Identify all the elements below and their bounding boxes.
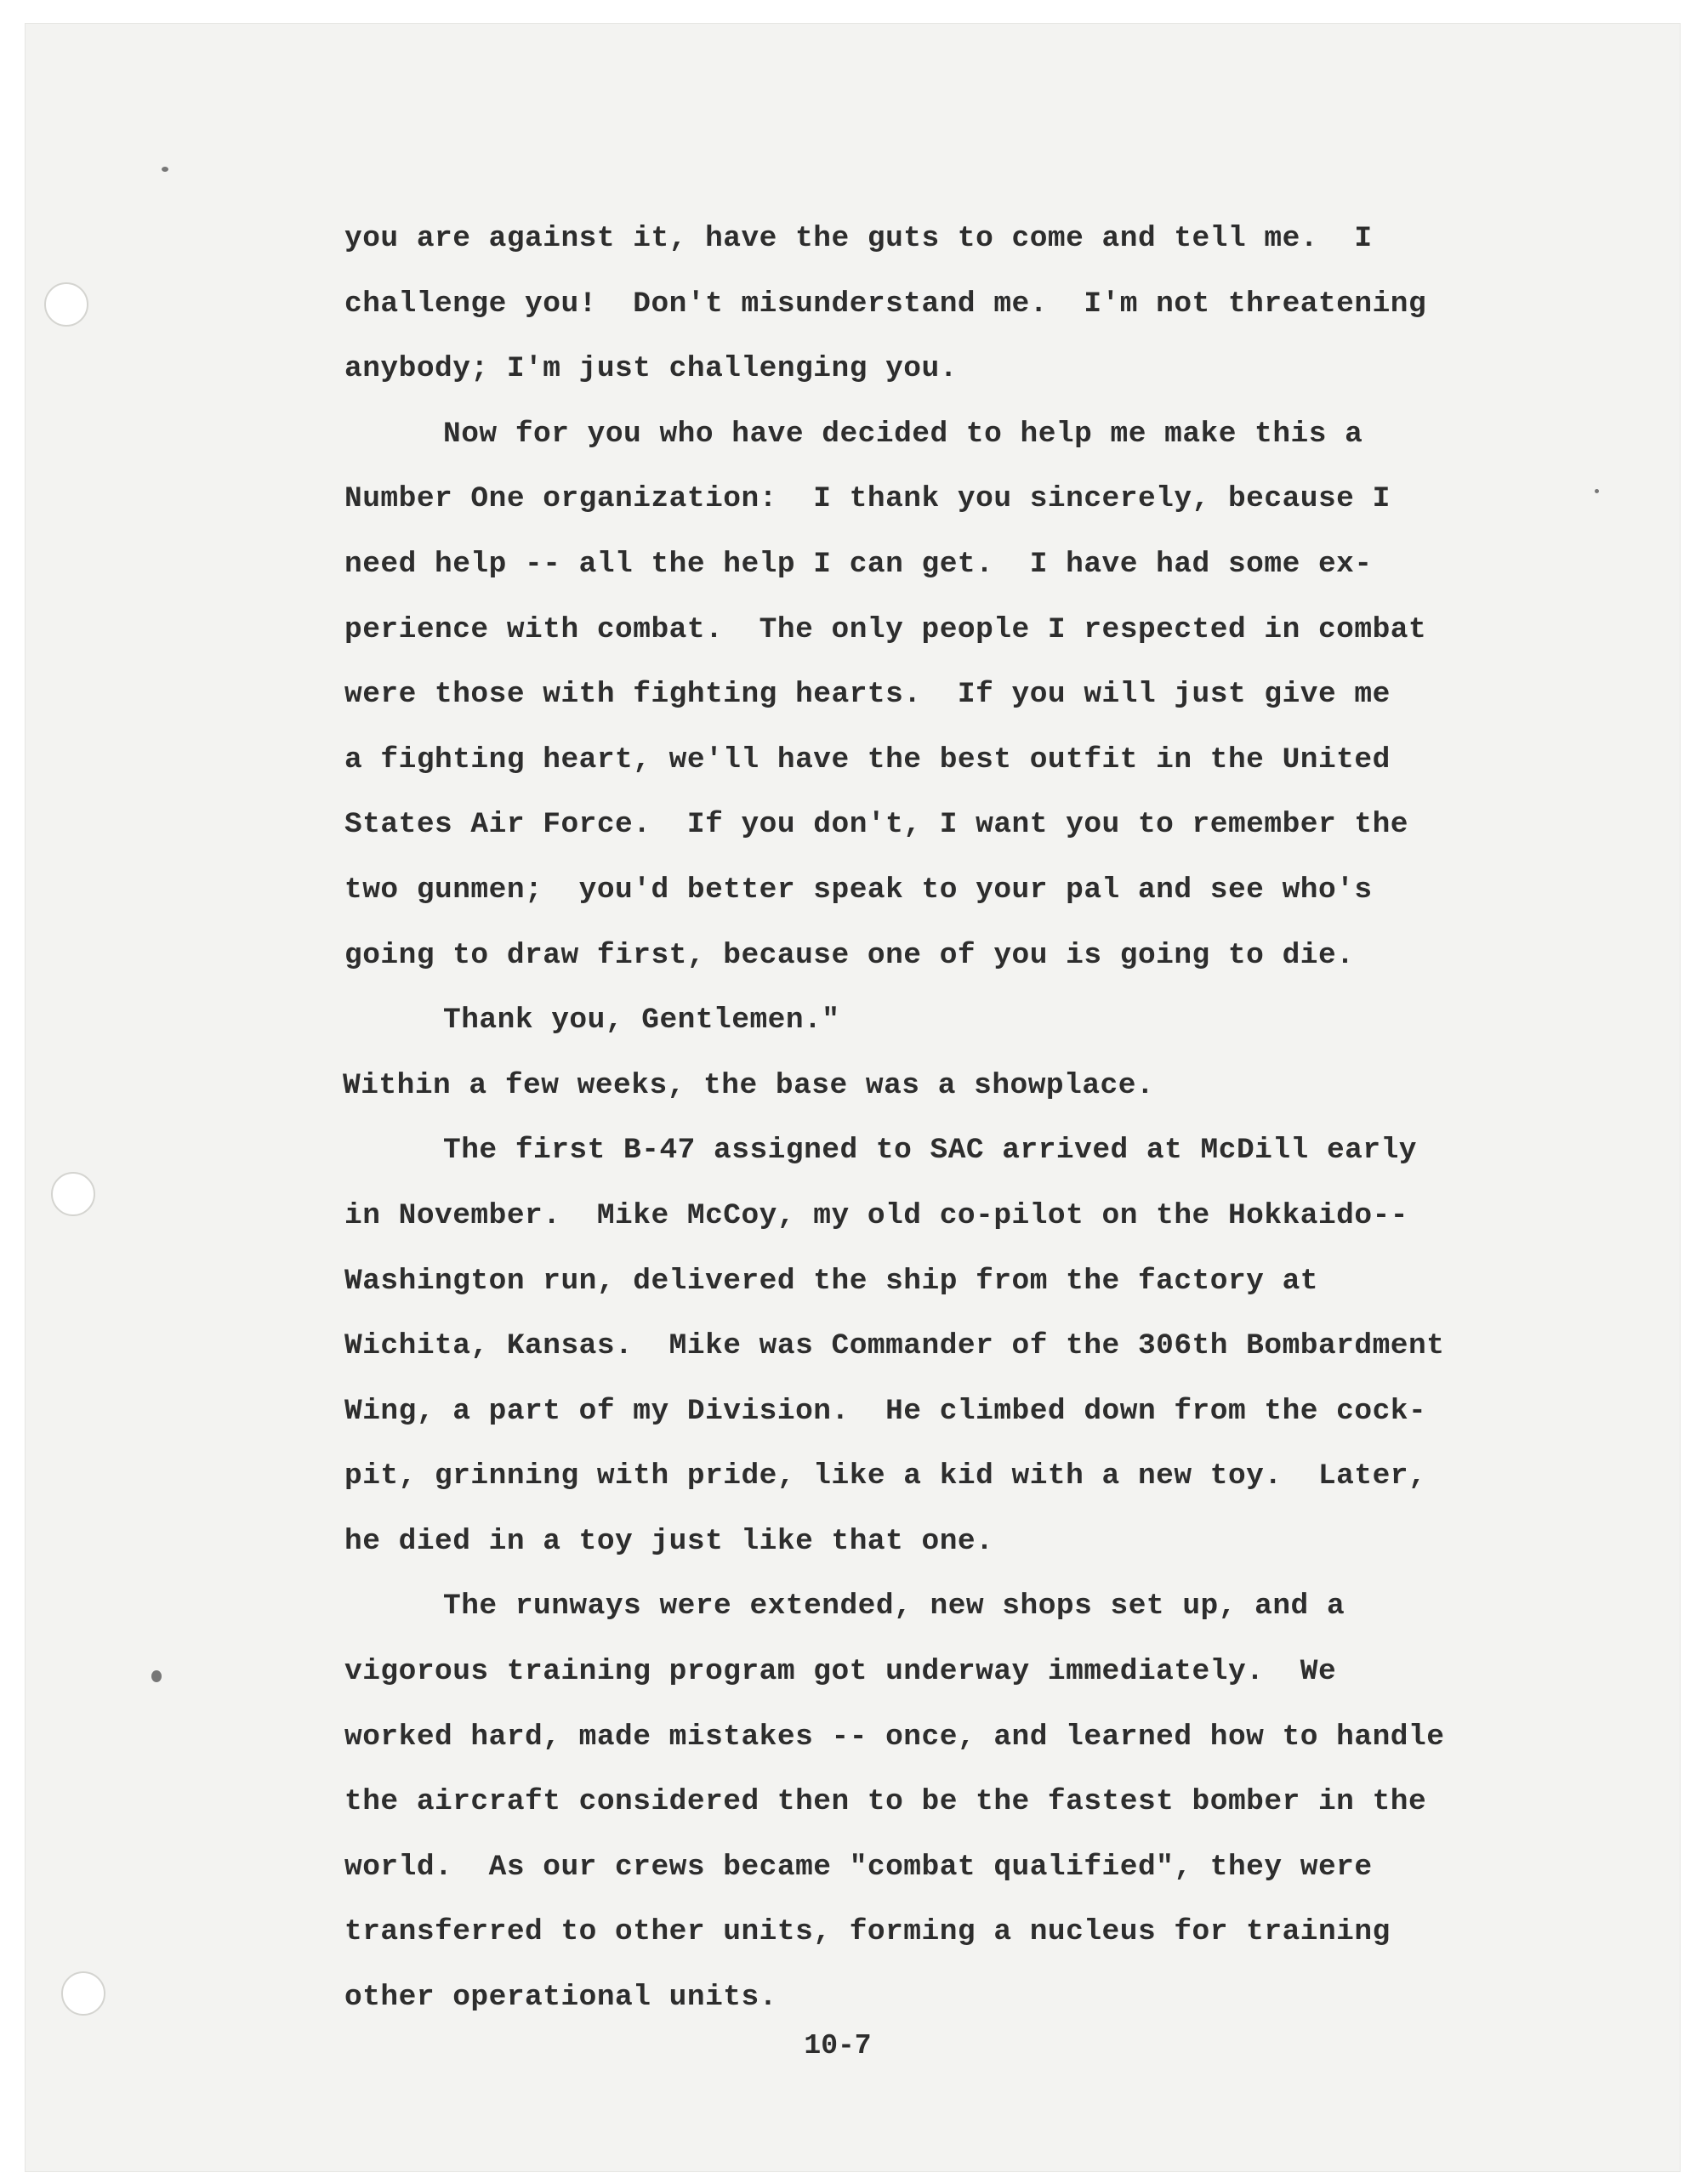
text-line: going to draw first, because one of you is going to die. [344, 938, 1355, 972]
text-line: world. As our crews became "combat qualified", they were [344, 1850, 1373, 1884]
paper-speck [151, 1670, 162, 1682]
paper-speck [162, 167, 168, 172]
text-line: pit, grinning with pride, like a kid with a new toy. Later, [344, 1459, 1427, 1493]
text-line: perience with combat. The only people I respected in combat [344, 612, 1427, 646]
text-line: you are against it, have the guts to come and tell me. I [344, 222, 1373, 255]
text-line: Thank you, Gentlemen." [443, 1004, 840, 1038]
paper-speck [1595, 489, 1599, 493]
text-line: Wichita, Kansas. Mike was Commander of the 306th Bombardment [344, 1329, 1445, 1363]
text-line: he died in a toy just like that one. [344, 1524, 994, 1558]
text-line: Within a few weeks, the base was a showplace. [343, 1068, 1155, 1102]
text-line: were those with fighting hearts. If you will just give me [344, 678, 1391, 712]
text-line: need help -- all the help I can get. I have had some ex- [344, 547, 1373, 581]
text-line: The runways were extended, new shops set up, and a [443, 1590, 1345, 1624]
text-line: in November. Mike McCoy, my old co-pilot on the Hokkaido-- [344, 1198, 1408, 1232]
text-line: two gunmen; you'd better speak to your pal and see who's [344, 873, 1373, 907]
text-line: Washington run, delivered the ship from the factory at [344, 1264, 1318, 1298]
text-line: Now for you who have decided to help me make this a [443, 417, 1363, 451]
text-line: the aircraft considered then to be the fastest bomber in the [344, 1785, 1427, 1819]
text-line: The first B-47 assigned to SAC arrived at McDill early [443, 1134, 1417, 1168]
text-line: other operational units. [344, 1981, 777, 2015]
text-line: Number One organization: I thank you sincerely, because I [344, 482, 1391, 516]
page-number-label: 10-7 [804, 2030, 872, 2062]
text-line: worked hard, made mistakes -- once, and learned how to handle [344, 1720, 1445, 1754]
text-line: Wing, a part of my Division. He climbed down from the cock- [344, 1394, 1427, 1428]
text-line: a fighting heart, we'll have the best outfit in the United [344, 742, 1391, 776]
binder-hole-top [44, 282, 88, 327]
text-line: States Air Force. If you don't, I want you to remember the [344, 808, 1408, 842]
page-number [0, 2030, 1701, 2062]
binder-hole-middle [51, 1172, 95, 1216]
text-line: transferred to other units, forming a nucleus for training [344, 1915, 1391, 1949]
text-line: anybody; I'm just challenging you. [344, 352, 958, 386]
text-line: vigorous training program got underway immediately. We [344, 1655, 1337, 1689]
binder-hole-bottom [61, 1971, 105, 2016]
document-body-text [344, 212, 1569, 2036]
text-line: challenge you! Don't misunderstand me. I'm not threatening [344, 287, 1427, 321]
